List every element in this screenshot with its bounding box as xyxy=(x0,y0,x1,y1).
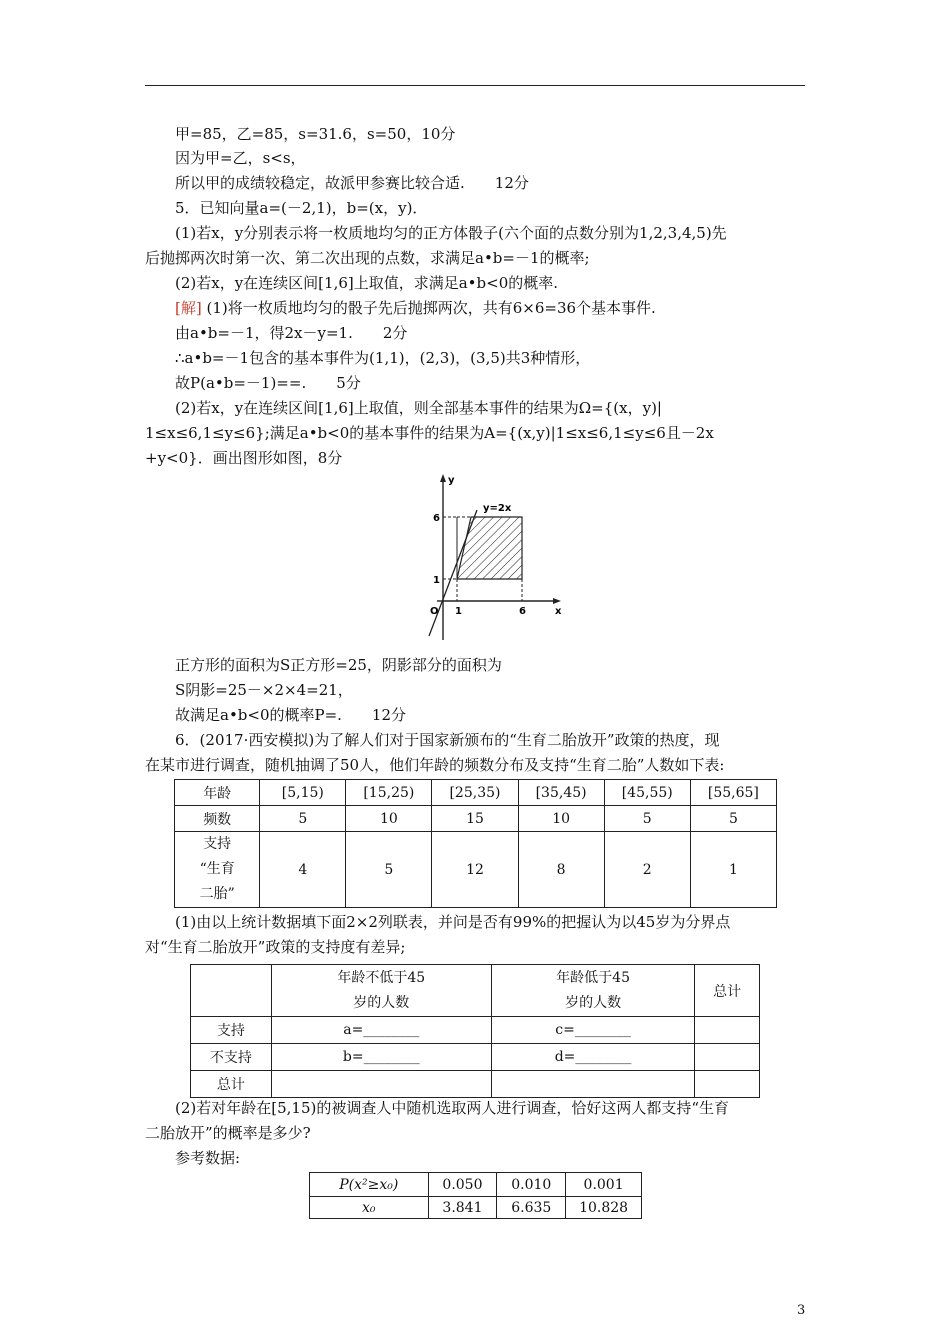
table-cell xyxy=(175,832,260,908)
table-row xyxy=(310,1173,642,1197)
y-axis-label: y xyxy=(448,475,455,486)
table-cell: [25,35) xyxy=(432,780,518,806)
table-cell xyxy=(695,1017,760,1044)
tick-label-y6: 6 xyxy=(433,513,440,524)
table-cell: 5 xyxy=(604,806,690,832)
y-axis-arrow xyxy=(440,474,446,482)
text-line: 参考数据: xyxy=(175,1149,241,1167)
table-cell: 6.635 xyxy=(497,1197,566,1219)
row-head-line: 二胎” xyxy=(199,886,235,902)
table-cell: 2 xyxy=(604,832,690,908)
text-line: 因为甲=乙，s<s， xyxy=(175,149,306,167)
text-line: (1)若x，y分别表示将一枚质地均匀的正方体骰子(六个面的点数分别为1,2,3,4,5)先 xyxy=(175,224,727,242)
table-row xyxy=(175,780,777,806)
header-line: 年龄不低于45 xyxy=(337,969,426,986)
text-line: 后抛掷两次时第一次、第二次出现的点数，求满足a•b=－1的概率; xyxy=(145,249,590,267)
table-cell: [15,25) xyxy=(346,780,432,806)
reference-table xyxy=(309,1172,642,1219)
table-row xyxy=(191,1044,760,1071)
text-line: 对“生育二胎放开”政策的支持度有差异; xyxy=(145,938,406,956)
text-line: (2)若x，y在连续区间[1,6]上取值，则全部基本事件的结果为Ω={(x，y)| xyxy=(175,399,662,417)
header-line: 年龄低于45 xyxy=(556,969,630,986)
table-cell: 年龄 xyxy=(175,780,260,806)
table-cell xyxy=(491,1071,694,1098)
origin-label: O xyxy=(430,606,439,617)
text-line: 正方形的面积为S正方形=25，阴影部分的面积为 xyxy=(175,656,502,674)
contingency-table xyxy=(190,964,760,1098)
text-line: (1)将一枚质地均匀的骰子先后抛掷两次，共有6×6=36个基本事件. xyxy=(206,299,656,317)
row-head-line: “生育 xyxy=(199,861,235,877)
text-line: 由a•b=－1，得2x－y=1. 2分 xyxy=(175,324,408,342)
table-cell xyxy=(271,1071,491,1098)
shaded-region xyxy=(457,517,522,579)
table-cell: [35,45) xyxy=(518,780,604,806)
region-graph xyxy=(415,468,575,648)
table-cell: 10 xyxy=(346,806,432,832)
text-line: 6．(2017·西安模拟)为了解人们对于国家新颁布的“生育二胎放开”政策的热度，现 xyxy=(175,731,720,749)
text-line: 1≤x≤6,1≤y≤6};满足a•b<0的基本事件的结果为A={(x,y)|1≤x≤6,1≤y≤6且－2x xyxy=(145,424,714,442)
header-line: 岁的人数 xyxy=(353,994,410,1011)
table-cell: 0.050 xyxy=(428,1173,497,1197)
table-cell: 总计 xyxy=(191,1071,272,1098)
table-cell: P(x²≥x₀) xyxy=(310,1173,429,1197)
page-number: 3 xyxy=(797,1303,806,1318)
text-line: S阴影=25－×2×4=21， xyxy=(175,681,353,699)
table-cell xyxy=(271,965,491,1017)
table-cell: 4 xyxy=(260,832,346,908)
header-line: 岁的人数 xyxy=(565,994,622,1011)
table-cell: 10.828 xyxy=(566,1197,642,1219)
line-label: y=2x xyxy=(483,503,512,514)
x-axis-label: x xyxy=(555,606,562,617)
table-cell: 总计 xyxy=(695,965,760,1017)
table-cell: 5 xyxy=(346,832,432,908)
table-cell: 5 xyxy=(260,806,346,832)
tick-label-y1: 1 xyxy=(433,575,440,586)
table-row xyxy=(310,1197,642,1219)
table-cell: 15 xyxy=(432,806,518,832)
text-line: 所以甲的成绩较稳定，故派甲参赛比较合适. 12分 xyxy=(175,174,529,192)
text-line: 二胎放开”的概率是多少? xyxy=(145,1124,311,1142)
table-row xyxy=(175,832,777,908)
text-line: (2)若x，y在连续区间[1,6]上取值，求满足a•b<0的概率. xyxy=(175,274,559,292)
table-cell xyxy=(191,965,272,1017)
table-cell xyxy=(491,965,694,1017)
header-rule xyxy=(145,85,805,86)
table-cell: 5 xyxy=(690,806,776,832)
text-line: ∴a•b=－1包含的基本事件为(1,1)，(2,3)，(3,5)共3种情形， xyxy=(175,349,591,367)
text-line: 5．已知向量a=(－2,1)，b=(x，y)． xyxy=(175,199,428,217)
table-cell: [55,65] xyxy=(690,780,776,806)
solution-line xyxy=(175,298,656,318)
text-line: 在某市进行调查，随机抽调了50人，他们年龄的频数分布及支持“生育二胎”人数如下表: xyxy=(145,756,725,774)
table-cell: [5,15) xyxy=(260,780,346,806)
table-row xyxy=(191,1017,760,1044)
tick-label-x6: 6 xyxy=(519,606,526,617)
table-cell: [45,55) xyxy=(604,780,690,806)
x-axis-arrow xyxy=(553,598,561,604)
table-cell: 0.001 xyxy=(566,1173,642,1197)
text-line: (2)若对年龄在[5,15)的被调查人中随机选取两人进行调查，恰好这两人都支持“生育 xyxy=(175,1099,730,1117)
table-cell: 1 xyxy=(690,832,776,908)
table-cell: 8 xyxy=(518,832,604,908)
table-cell: 10 xyxy=(518,806,604,832)
table-row xyxy=(191,965,760,1017)
table-cell: a=________ xyxy=(271,1017,491,1044)
text-line: 甲=85，乙=85，s=31.6，s=50，10分 xyxy=(175,125,456,143)
table-cell: 3.841 xyxy=(428,1197,497,1219)
table-cell: b=________ xyxy=(271,1044,491,1071)
table-cell: 12 xyxy=(432,832,518,908)
table-cell: 支持 xyxy=(191,1017,272,1044)
table-cell: d=________ xyxy=(491,1044,694,1071)
table-cell: x₀ xyxy=(310,1197,429,1219)
row-head-line: 支持 xyxy=(203,836,232,852)
text-line: +y<0}．画出图形如图，8分 xyxy=(145,449,343,467)
solution-tag: [解] xyxy=(175,299,202,317)
text-line: 故满足a•b<0的概率P=. 12分 xyxy=(175,706,407,724)
text-line: 故P(a•b=－1)==. 5分 xyxy=(175,374,361,392)
table-cell xyxy=(695,1044,760,1071)
table-cell: c=________ xyxy=(491,1017,694,1044)
table-cell: 频数 xyxy=(175,806,260,832)
table-row xyxy=(175,806,777,832)
table-row xyxy=(191,1071,760,1098)
table-cell: 不支持 xyxy=(191,1044,272,1071)
text-line: (1)由以上统计数据填下面2×2列联表，并问是否有99%的把握认为以45岁为分界点 xyxy=(175,913,731,931)
age-frequency-table xyxy=(174,779,777,908)
tick-label-x1: 1 xyxy=(455,606,462,617)
table-cell: 0.010 xyxy=(497,1173,566,1197)
table-cell xyxy=(695,1071,760,1098)
